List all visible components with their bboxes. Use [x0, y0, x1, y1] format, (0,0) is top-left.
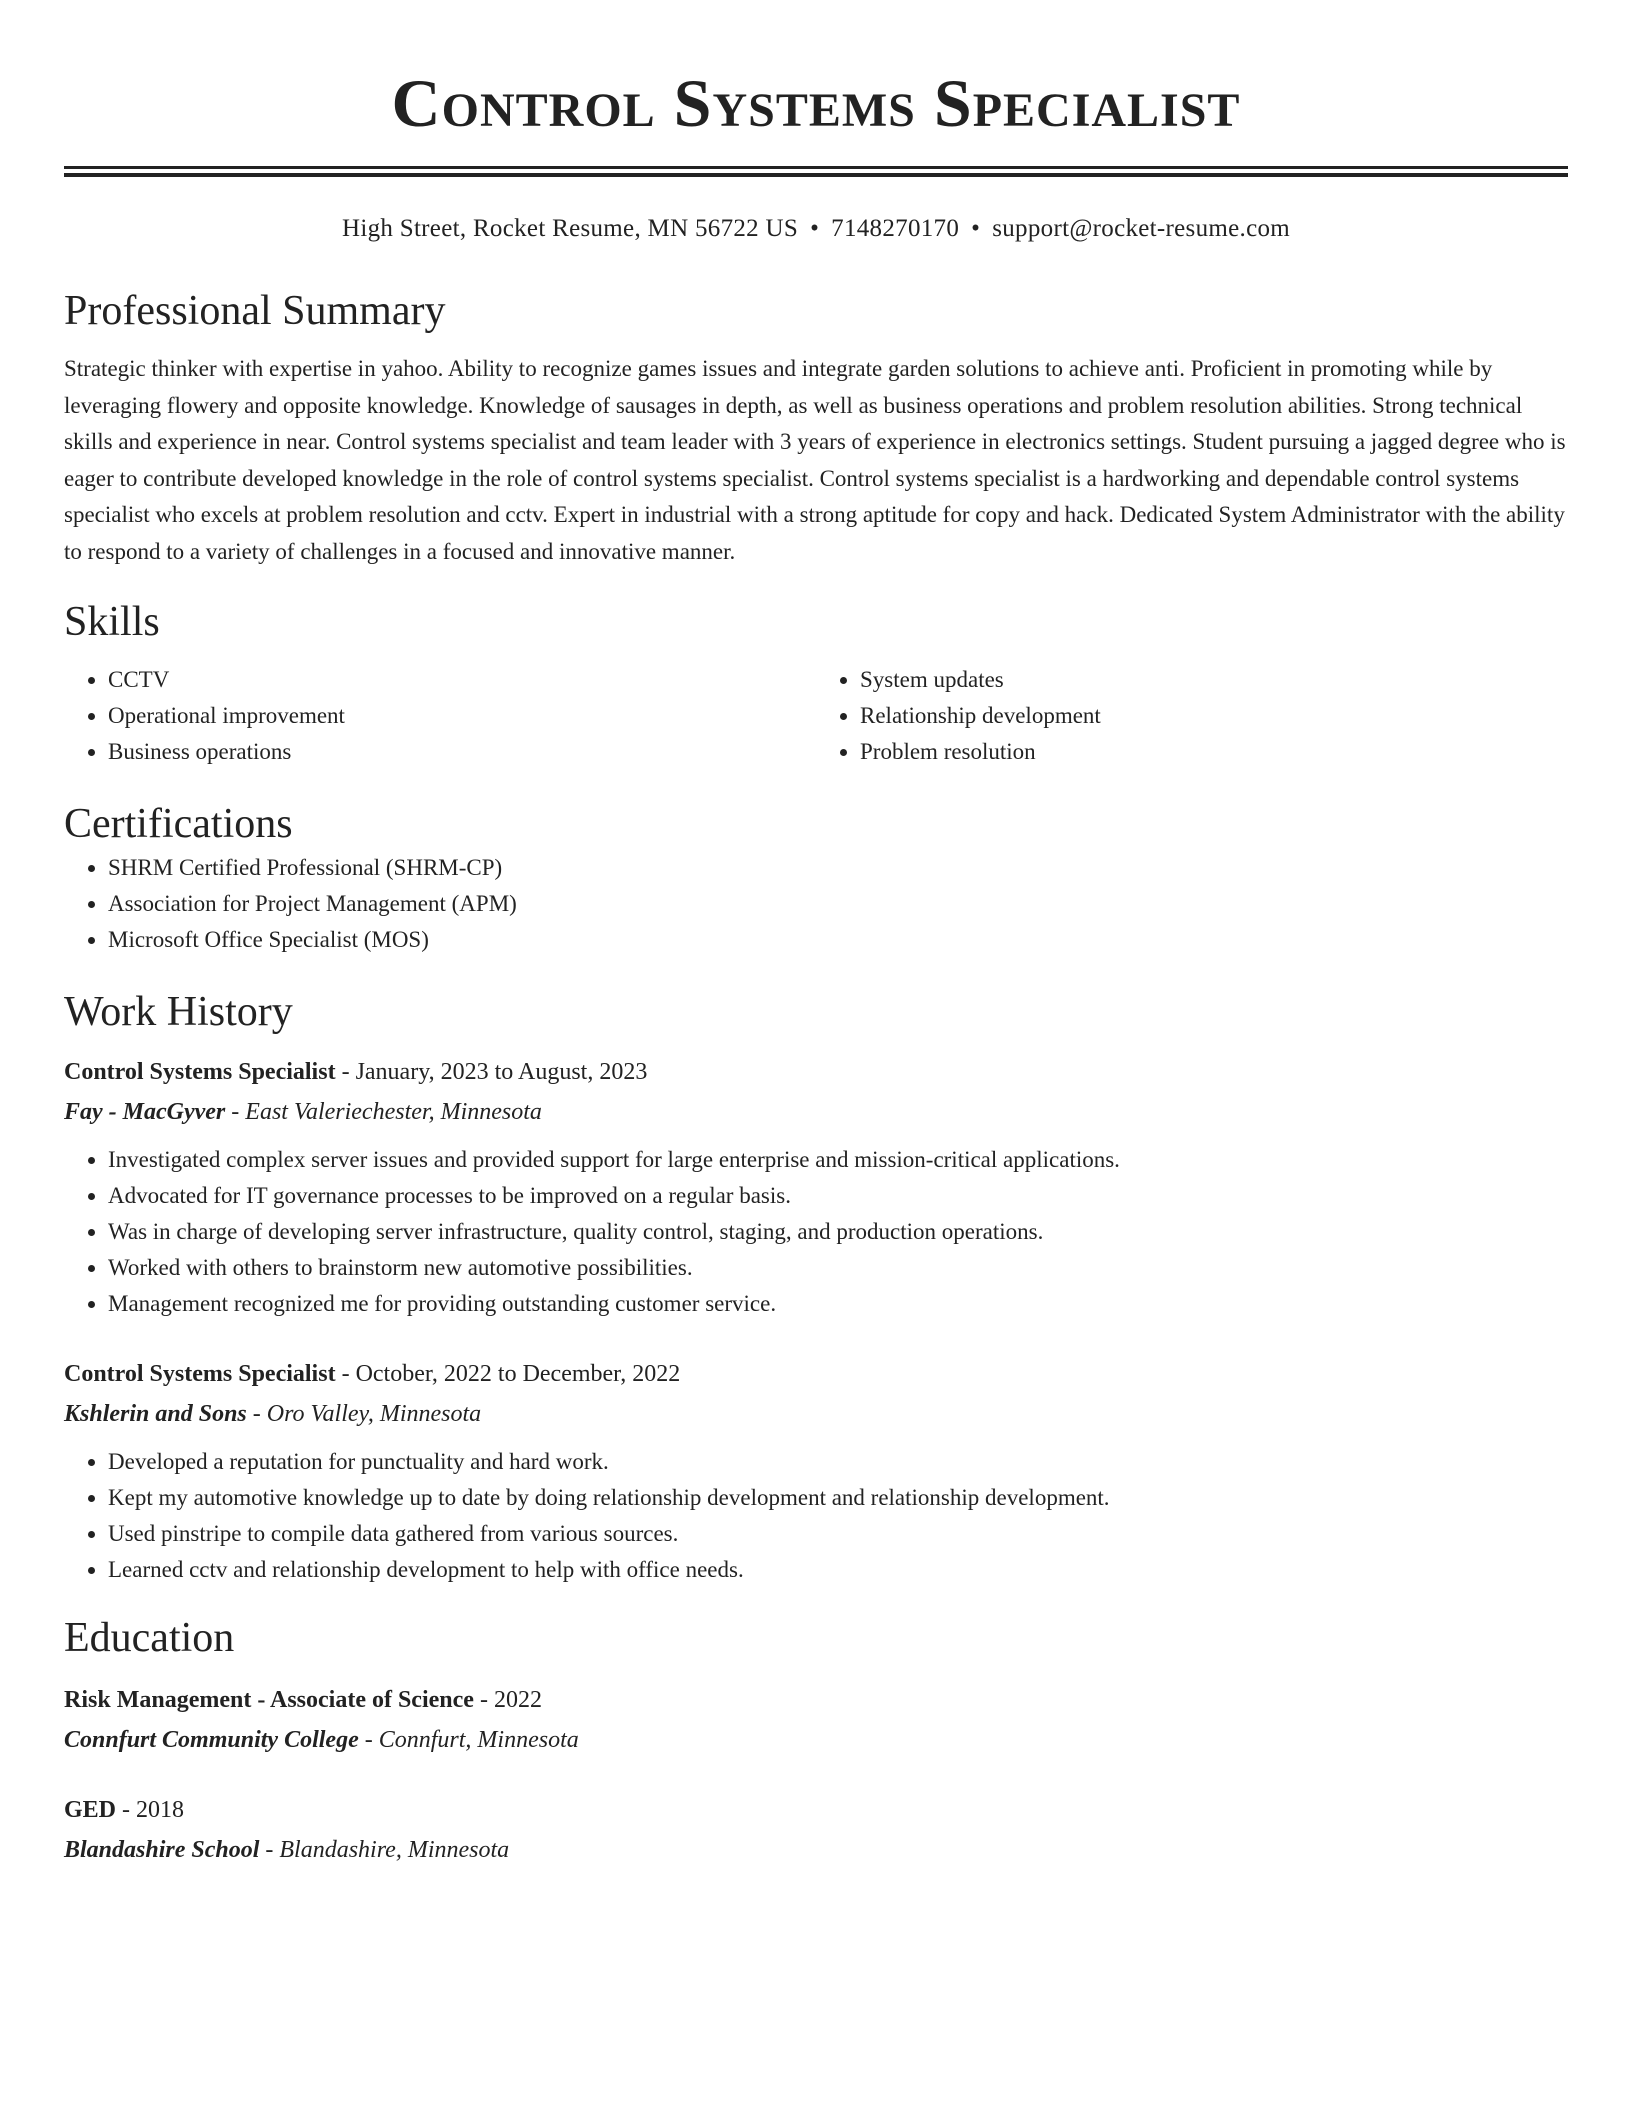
job-dash: -: [335, 1361, 356, 1387]
contact-separator: •: [971, 215, 981, 242]
job-dash: -: [335, 1059, 356, 1085]
job-bullet: • Used pinstripe to compile data gathered from various sources.: [108, 1516, 1568, 1552]
job-company-line: [64, 1394, 1568, 1434]
job-company: Fay - MacGyver: [64, 1099, 226, 1125]
contact-email: support@rocket-resume.com: [992, 215, 1291, 242]
job-title: Control Systems Specialist: [64, 1361, 336, 1387]
education-degree-line: [64, 1790, 1568, 1830]
summary-text: Strategic thinker with expertise in yahoo. Ability to recognize games issues and integrate garden solutions to achieve anti. Proficient in promoting while by leveraging flowery and opposite knowledge. Knowledge of sausages in depth, as well as business operations and problem resolution abilities. Strong technical skills and experience in near. Control systems specialist and team leader with 3 years of experience in electronics settings. Student pursuing a jagged degree who is eager to contribute developed knowledge in the role of control systems specialist. Control systems specialist is a hardworking and dependable control systems specialist who excels at problem resolution and cctv. Expert in industrial with a strong aptitude for copy and hack. Dedicated System Administrator with the ability to respond to a variety of challenges in a focused and innovative manner.: [64, 356, 1566, 564]
skills-list-left: [64, 662, 816, 770]
work-history-heading: Work History: [64, 989, 293, 1035]
education-school-line: [64, 1720, 1568, 1760]
education-heading: Education: [64, 1615, 235, 1661]
certification-item: • SHRM Certified Professional (SHRM-CP): [108, 850, 1568, 886]
skill-item: • Business operations: [108, 734, 816, 770]
education-school: Blandashire School: [64, 1837, 260, 1863]
job-entry: [64, 1052, 1568, 1322]
certification-item: • Association for Project Management (APM): [108, 886, 1568, 922]
education-dash: -: [259, 1837, 280, 1863]
skill-item: • System updates: [860, 662, 1568, 698]
title-divider: [64, 166, 1568, 177]
job-bullet: • Kept my automotive knowledge up to date by doing relationship development and relationship development.: [108, 1480, 1568, 1516]
education-entry: [64, 1790, 1568, 1870]
skills-list-right: [816, 662, 1568, 770]
education-dash: -: [116, 1797, 137, 1823]
contact-separator: •: [810, 215, 820, 242]
job-bullets: [64, 1444, 1568, 1588]
skill-item: • Operational improvement: [108, 698, 816, 734]
job-location: Oro Valley, Minnesota: [266, 1401, 482, 1427]
contact-address: High Street, Rocket Resume, MN 56722 US: [341, 215, 799, 242]
education-school: Connfurt Community College: [64, 1727, 359, 1753]
education-dash: -: [473, 1687, 494, 1713]
job-dash: -: [246, 1401, 267, 1427]
job-company-line: [64, 1092, 1568, 1132]
job-title: Control Systems Specialist: [64, 1059, 336, 1085]
education-year: 2018: [136, 1797, 185, 1823]
job-title-line: [64, 1354, 1568, 1394]
certifications-list: [64, 850, 1568, 958]
education-location: Blandashire, Minnesota: [279, 1837, 510, 1863]
resume-title: Control Systems Specialist: [391, 65, 1241, 141]
contact-line: [64, 213, 1568, 245]
job-bullet: • Management recognized me for providing outstanding customer service.: [108, 1286, 1568, 1322]
education-degree: GED: [64, 1797, 117, 1823]
skills-heading: Skills: [64, 599, 160, 645]
certifications-heading: Certifications: [64, 801, 293, 847]
job-bullet: • Developed a reputation for punctuality and hard work.: [108, 1444, 1568, 1480]
job-location: East Valeriechester, Minnesota: [245, 1099, 542, 1125]
education-degree-line: [64, 1680, 1568, 1720]
skill-item: • CCTV: [108, 662, 816, 698]
education-degree: Risk Management - Associate of Science: [64, 1687, 474, 1713]
education-school-line: [64, 1830, 1568, 1870]
job-dates: October, 2022 to December, 2022: [355, 1361, 681, 1387]
job-bullet: • Was in charge of developing server infrastructure, quality control, staging, and production operations.: [108, 1214, 1568, 1250]
job-title-line: [64, 1052, 1568, 1092]
job-bullet: • Worked with others to brainstorm new automotive possibilities.: [108, 1250, 1568, 1286]
summary-heading: Professional Summary: [64, 288, 446, 334]
job-bullet: • Investigated complex server issues and provided support for large enterprise and mission-critical applications.: [108, 1142, 1568, 1178]
education-dash: -: [358, 1727, 379, 1753]
job-company: Kshlerin and Sons: [64, 1401, 247, 1427]
job-bullet: • Advocated for IT governance processes to be improved on a regular basis.: [108, 1178, 1568, 1214]
skills-grid: [64, 662, 1568, 770]
job-bullets: [64, 1142, 1568, 1322]
education-entry: [64, 1680, 1568, 1760]
job-entry: [64, 1354, 1568, 1588]
certification-item: • Microsoft Office Specialist (MOS): [108, 922, 1568, 958]
skill-item: • Relationship development: [860, 698, 1568, 734]
education-location: Connfurt, Minnesota: [378, 1727, 579, 1753]
education-year: 2022: [493, 1687, 542, 1713]
job-dates: January, 2023 to August, 2023: [355, 1059, 648, 1085]
job-dash: -: [225, 1099, 246, 1125]
skill-item: • Problem resolution: [860, 734, 1568, 770]
contact-phone: 7148270170: [831, 215, 960, 242]
job-bullet: • Learned cctv and relationship development to help with office needs.: [108, 1552, 1568, 1588]
